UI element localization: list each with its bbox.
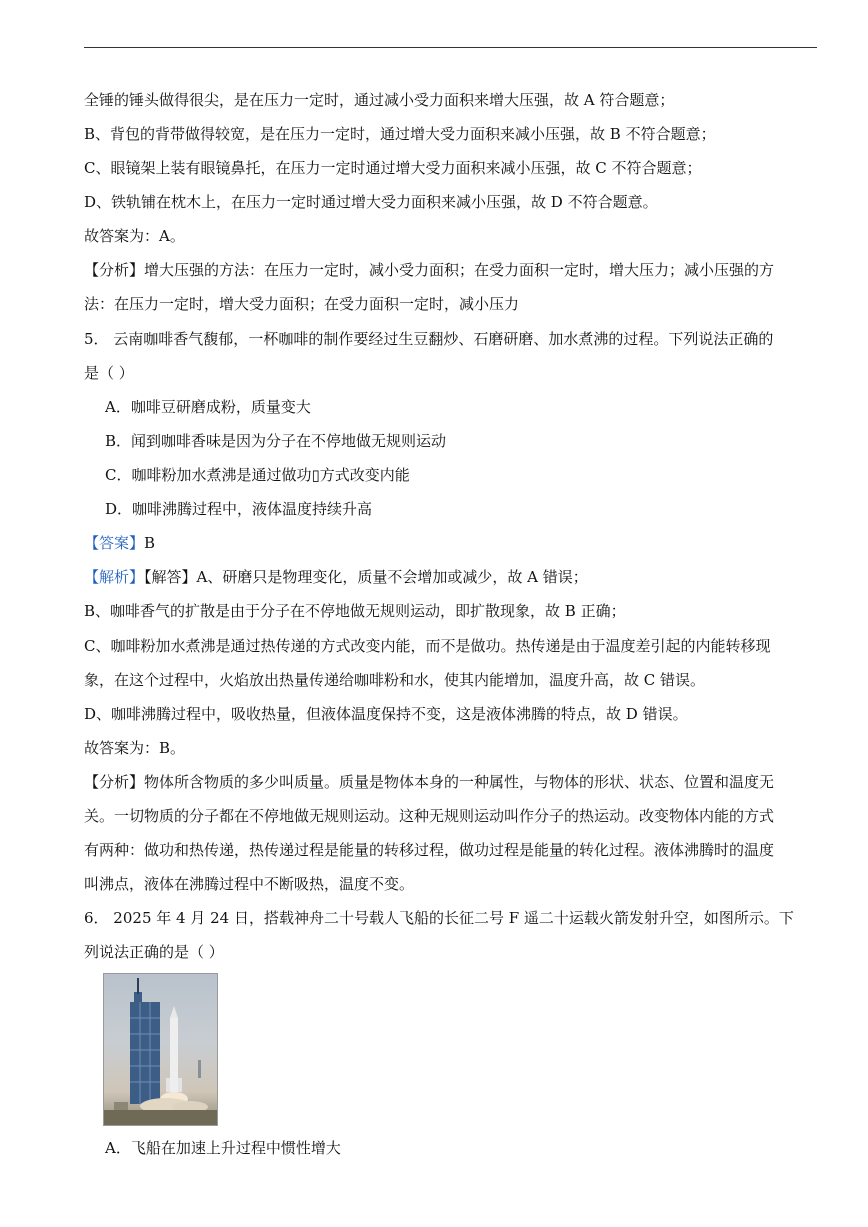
answer-value: B: [144, 534, 156, 552]
analysis-line: 【分析】物体所含物质的多少叫质量。质量是物体本身的一种属性，与物体的形状、状态、位置和温度无: [84, 773, 775, 791]
analysis-line: 关。一切物质的分子都在不停地做无规则运动。这种无规则运动叫作分子的热运动。改变物体内能的方式: [84, 807, 775, 825]
option-a: A．飞船在加速上升过程中惯性增大: [105, 1139, 341, 1157]
explanation-line: 象，在这个过程中，火焰放出热量传递给咖啡粉和水，使其内能增加，温度升高，故 C 错误。: [84, 671, 706, 689]
rocket-launch-photo: [103, 973, 218, 1126]
question-5-stem-cont: 是（ ）: [84, 364, 134, 382]
question-6-stem: 6． 2025 年 4 月 24 日，搭载神舟二十号载人飞船的长征二号 F 遥二十运载火箭发射升空，如图所示。下: [84, 909, 794, 927]
explanation-line: D、咖啡沸腾过程中，吸收热量，但液体温度保持不变，这是液体沸腾的特点，故 D 错误。: [84, 705, 688, 723]
answer-line: [84, 533, 824, 553]
explanation-line: [84, 567, 824, 587]
analysis-line: 【分析】增大压强的方法：在压力一定时，减小受力面积；在受力面积一定时，增大压力；减小压强的方: [84, 261, 775, 279]
analysis-line: 法：在压力一定时，增大受力面积；在受力面积一定时，减小压力: [84, 295, 520, 313]
header-rule: [84, 47, 817, 48]
explanation-line: B、咖啡香气的扩散是由于分子在不停地做无规则运动，即扩散现象，故 B 正确；: [84, 602, 626, 620]
text-line: D、铁轨铺在枕木上，在压力一定时通过增大受力面积来减小压强，故 D 不符合题意。: [84, 193, 658, 211]
rocket-launch-illustration: [104, 974, 217, 1125]
text-line: C、眼镜架上装有眼镜鼻托，在压力一定时通过增大受力面积来减小压强，故 C 不符合题意；: [84, 159, 702, 177]
explanation-line: C、咖啡粉加水煮沸是通过热传递的方式改变内能，而不是做功。热传递是由于温度差引起的内能转移现: [84, 637, 771, 655]
text-line: 全锤的锤头做得很尖，是在压力一定时，通过减小受力面积来增大压强，故 A 符合题意；: [84, 91, 675, 109]
text-line: B、背包的背带做得较宽，是在压力一定时，通过增大受力面积来减小压强，故 B 不符合题意；: [84, 125, 716, 143]
option-d: D．咖啡沸腾过程中，液体温度持续升高: [105, 500, 373, 518]
analysis-line: 有两种：做功和热传递，热传递过程是能量的转移过程，做功过程是能量的转化过程。液体沸腾时的温度: [84, 841, 775, 859]
analysis-line: 叫沸点，液体在沸腾过程中不断吸热，温度不变。: [84, 875, 415, 893]
question-5-stem: 5． 云南咖啡香气馥郁，一杯咖啡的制作要经过生豆翻炒、石磨研磨、加水煮沸的过程。下列说法正确的: [84, 330, 774, 348]
option-b: B．闻到咖啡香味是因为分子在不停地做无规则运动: [105, 432, 447, 450]
question-6-stem-cont: 列说法正确的是（ ）: [84, 943, 224, 961]
option-c: C．咖啡粉加水煮沸是通过做功▯方式改变内能: [105, 466, 410, 484]
explanation-line: 故答案为：B。: [84, 739, 186, 757]
explanation-tag: 【解析】: [84, 568, 145, 586]
answer-tag: 【答案】: [84, 534, 145, 552]
option-a: A．咖啡豆研磨成粉，质量变大: [105, 398, 311, 416]
explanation-text: 【解答】A、研磨只是物理变化，质量不会增加或减少，故 A 错误；: [144, 568, 588, 586]
text-line: 故答案为：A。: [84, 227, 185, 245]
